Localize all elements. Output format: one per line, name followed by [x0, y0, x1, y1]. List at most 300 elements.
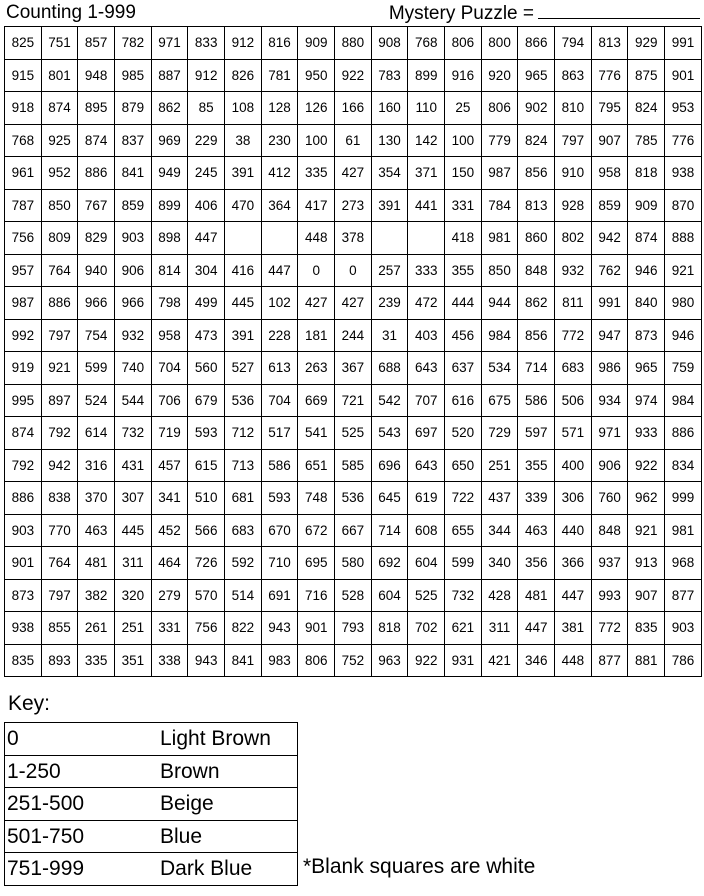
grid-cell[interactable]: 335	[298, 157, 335, 190]
grid-cell[interactable]: 307	[115, 482, 152, 515]
grid-cell[interactable]: 335	[78, 644, 115, 677]
grid-cell[interactable]: 619	[408, 482, 445, 515]
grid-cell[interactable]: 764	[41, 547, 78, 580]
grid-cell[interactable]: 908	[371, 27, 408, 60]
grid-cell[interactable]: 239	[371, 287, 408, 320]
grid-cell[interactable]: 824	[628, 92, 665, 125]
grid-cell[interactable]: 338	[151, 644, 188, 677]
grid-cell[interactable]: 524	[78, 384, 115, 417]
grid-cell[interactable]: 463	[518, 514, 555, 547]
grid-cell[interactable]: 859	[591, 189, 628, 222]
grid-cell[interactable]: 181	[298, 319, 335, 352]
grid-cell[interactable]: 470	[225, 189, 262, 222]
grid-cell[interactable]: 704	[261, 384, 298, 417]
grid-cell[interactable]: 560	[188, 352, 225, 385]
grid-cell[interactable]: 306	[555, 482, 592, 515]
grid-cell[interactable]: 825	[5, 27, 42, 60]
grid-cell[interactable]: 681	[225, 482, 262, 515]
grid-cell[interactable]: 354	[371, 157, 408, 190]
grid-cell[interactable]: 331	[151, 612, 188, 645]
grid-cell[interactable]: 906	[591, 449, 628, 482]
grid-cell[interactable]: 915	[5, 59, 42, 92]
grid-cell[interactable]: 752	[335, 644, 372, 677]
grid-cell[interactable]: 929	[628, 27, 665, 60]
grid-cell[interactable]: 457	[151, 449, 188, 482]
grid-cell[interactable]: 447	[188, 222, 225, 255]
grid-cell[interactable]: 536	[335, 482, 372, 515]
grid-cell[interactable]: 768	[5, 124, 42, 157]
grid-cell[interactable]: 110	[408, 92, 445, 125]
grid-cell[interactable]: 229	[188, 124, 225, 157]
grid-cell[interactable]: 528	[335, 579, 372, 612]
grid-cell[interactable]: 506	[555, 384, 592, 417]
grid-cell[interactable]: 794	[555, 27, 592, 60]
grid-cell[interactable]: 760	[591, 482, 628, 515]
grid-cell[interactable]: 751	[41, 27, 78, 60]
grid-cell[interactable]: 514	[225, 579, 262, 612]
grid-cell[interactable]: 355	[518, 449, 555, 482]
grid-cell[interactable]: 571	[555, 417, 592, 450]
grid-cell[interactable]: 732	[445, 579, 482, 612]
grid-cell[interactable]: 440	[555, 514, 592, 547]
grid-cell[interactable]: 855	[41, 612, 78, 645]
grid-cell[interactable]: 874	[41, 92, 78, 125]
grid-cell[interactable]: 534	[481, 352, 518, 385]
grid-cell[interactable]: 431	[115, 449, 152, 482]
grid-cell[interactable]: 61	[335, 124, 372, 157]
grid-cell[interactable]: 257	[371, 254, 408, 287]
grid-cell[interactable]: 862	[518, 287, 555, 320]
grid-cell[interactable]: 344	[481, 514, 518, 547]
grid-cell[interactable]: 922	[408, 644, 445, 677]
grid-cell[interactable]: 947	[591, 319, 628, 352]
grid-cell[interactable]: 756	[5, 222, 42, 255]
grid-cell[interactable]: 570	[188, 579, 225, 612]
grid-cell[interactable]: 651	[298, 449, 335, 482]
grid-cell[interactable]: 762	[591, 254, 628, 287]
grid-cell[interactable]: 448	[298, 222, 335, 255]
grid-cell[interactable]: 541	[298, 417, 335, 450]
grid-cell[interactable]: 759	[665, 352, 702, 385]
grid-cell[interactable]: 732	[115, 417, 152, 450]
grid-cell[interactable]	[371, 222, 408, 255]
grid-cell[interactable]: 716	[298, 579, 335, 612]
grid-cell[interactable]: 391	[371, 189, 408, 222]
grid-cell[interactable]: 585	[335, 449, 372, 482]
grid-cell[interactable]: 621	[445, 612, 482, 645]
grid-cell[interactable]: 706	[151, 384, 188, 417]
grid-cell[interactable]: 968	[665, 547, 702, 580]
grid-cell[interactable]: 907	[591, 124, 628, 157]
grid-cell[interactable]: 785	[628, 124, 665, 157]
grid-cell[interactable]: 909	[628, 189, 665, 222]
grid-cell[interactable]: 810	[555, 92, 592, 125]
grid-cell[interactable]: 304	[188, 254, 225, 287]
grid-cell[interactable]: 903	[115, 222, 152, 255]
grid-cell[interactable]: 952	[41, 157, 78, 190]
grid-cell[interactable]: 592	[225, 547, 262, 580]
grid-cell[interactable]: 863	[555, 59, 592, 92]
grid-cell[interactable]: 464	[151, 547, 188, 580]
grid-cell[interactable]: 787	[5, 189, 42, 222]
grid-cell[interactable]: 841	[115, 157, 152, 190]
grid-cell[interactable]: 754	[78, 319, 115, 352]
grid-cell[interactable]: 919	[5, 352, 42, 385]
grid-cell[interactable]: 340	[481, 547, 518, 580]
grid-cell[interactable]: 971	[591, 417, 628, 450]
grid-cell[interactable]: 916	[445, 59, 482, 92]
grid-cell[interactable]: 251	[481, 449, 518, 482]
grid-cell[interactable]: 859	[115, 189, 152, 222]
grid-cell[interactable]: 346	[518, 644, 555, 677]
grid-cell[interactable]: 614	[78, 417, 115, 450]
grid-cell[interactable]: 966	[115, 287, 152, 320]
grid-cell[interactable]: 986	[591, 352, 628, 385]
grid-cell[interactable]: 542	[371, 384, 408, 417]
grid-cell[interactable]: 862	[151, 92, 188, 125]
grid-cell[interactable]: 406	[188, 189, 225, 222]
grid-cell[interactable]: 613	[261, 352, 298, 385]
grid-cell[interactable]: 691	[261, 579, 298, 612]
grid-cell[interactable]: 615	[188, 449, 225, 482]
grid-cell[interactable]: 593	[261, 482, 298, 515]
grid-cell[interactable]: 992	[5, 319, 42, 352]
grid-cell[interactable]: 899	[151, 189, 188, 222]
grid-cell[interactable]: 985	[115, 59, 152, 92]
grid-cell[interactable]: 166	[335, 92, 372, 125]
grid-cell[interactable]: 655	[445, 514, 482, 547]
grid-cell[interactable]: 786	[665, 644, 702, 677]
grid-cell[interactable]: 696	[371, 449, 408, 482]
grid-cell[interactable]: 874	[5, 417, 42, 450]
grid-cell[interactable]: 748	[298, 482, 335, 515]
grid-cell[interactable]: 841	[225, 644, 262, 677]
grid-cell[interactable]: 835	[628, 612, 665, 645]
grid-cell[interactable]: 339	[518, 482, 555, 515]
grid-cell[interactable]: 85	[188, 92, 225, 125]
grid-cell[interactable]: 637	[445, 352, 482, 385]
grid-cell[interactable]: 768	[408, 27, 445, 60]
grid-cell[interactable]: 710	[261, 547, 298, 580]
grid-cell[interactable]: 481	[518, 579, 555, 612]
grid-cell[interactable]: 837	[115, 124, 152, 157]
grid-cell[interactable]: 650	[445, 449, 482, 482]
grid-cell[interactable]: 901	[5, 547, 42, 580]
grid-cell[interactable]: 428	[481, 579, 518, 612]
grid-cell[interactable]: 921	[665, 254, 702, 287]
grid-cell[interactable]	[261, 222, 298, 255]
grid-cell[interactable]: 776	[591, 59, 628, 92]
grid-cell[interactable]: 713	[225, 449, 262, 482]
grid-cell[interactable]: 957	[5, 254, 42, 287]
grid-cell[interactable]: 473	[188, 319, 225, 352]
grid-cell[interactable]: 378	[335, 222, 372, 255]
grid-cell[interactable]: 931	[445, 644, 482, 677]
grid-cell[interactable]: 351	[115, 644, 152, 677]
grid-cell[interactable]: 382	[78, 579, 115, 612]
grid-cell[interactable]: 838	[41, 482, 78, 515]
grid-cell[interactable]: 925	[41, 124, 78, 157]
grid-cell[interactable]: 995	[5, 384, 42, 417]
grid-cell[interactable]: 909	[298, 27, 335, 60]
grid-cell[interactable]: 835	[5, 644, 42, 677]
grid-cell[interactable]: 130	[371, 124, 408, 157]
answer-blank-line[interactable]	[538, 2, 700, 19]
grid-cell[interactable]: 707	[408, 384, 445, 417]
grid-cell[interactable]: 795	[591, 92, 628, 125]
grid-cell[interactable]: 887	[151, 59, 188, 92]
grid-cell[interactable]: 580	[335, 547, 372, 580]
grid-cell[interactable]: 279	[151, 579, 188, 612]
grid-cell[interactable]: 692	[371, 547, 408, 580]
grid-cell[interactable]: 946	[628, 254, 665, 287]
grid-cell[interactable]: 980	[665, 287, 702, 320]
grid-cell[interactable]: 0	[335, 254, 372, 287]
grid-cell[interactable]: 873	[5, 579, 42, 612]
grid-cell[interactable]: 412	[261, 157, 298, 190]
grid-cell[interactable]: 672	[298, 514, 335, 547]
grid-cell[interactable]: 427	[298, 287, 335, 320]
grid-cell[interactable]: 643	[408, 352, 445, 385]
grid-cell[interactable]: 261	[78, 612, 115, 645]
grid-cell[interactable]: 645	[371, 482, 408, 515]
grid-cell[interactable]: 776	[665, 124, 702, 157]
grid-cell[interactable]: 903	[5, 514, 42, 547]
grid-cell[interactable]: 813	[591, 27, 628, 60]
grid-cell[interactable]: 597	[518, 417, 555, 450]
grid-cell[interactable]: 870	[665, 189, 702, 222]
grid-cell[interactable]: 320	[115, 579, 152, 612]
grid-cell[interactable]: 31	[371, 319, 408, 352]
grid-cell[interactable]: 897	[41, 384, 78, 417]
grid-cell[interactable]: 100	[298, 124, 335, 157]
grid-cell[interactable]: 421	[481, 644, 518, 677]
grid-cell[interactable]: 934	[591, 384, 628, 417]
grid-cell[interactable]	[225, 222, 262, 255]
grid-cell[interactable]: 779	[481, 124, 518, 157]
grid-cell[interactable]: 898	[151, 222, 188, 255]
grid-cell[interactable]: 792	[5, 449, 42, 482]
grid-cell[interactable]: 881	[628, 644, 665, 677]
grid-cell[interactable]: 922	[628, 449, 665, 482]
grid-cell[interactable]: 818	[371, 612, 408, 645]
grid-cell[interactable]: 643	[408, 449, 445, 482]
grid-cell[interactable]: 160	[371, 92, 408, 125]
grid-cell[interactable]: 675	[481, 384, 518, 417]
grid-cell[interactable]: 913	[628, 547, 665, 580]
grid-cell[interactable]: 792	[41, 417, 78, 450]
grid-cell[interactable]: 722	[445, 482, 482, 515]
grid-cell[interactable]: 981	[665, 514, 702, 547]
grid-cell[interactable]: 961	[5, 157, 42, 190]
grid-cell[interactable]: 848	[518, 254, 555, 287]
grid-cell[interactable]: 902	[518, 92, 555, 125]
grid-cell[interactable]: 958	[151, 319, 188, 352]
grid-cell[interactable]: 816	[261, 27, 298, 60]
grid-cell[interactable]: 813	[518, 189, 555, 222]
grid-cell[interactable]: 920	[481, 59, 518, 92]
grid-cell[interactable]: 311	[481, 612, 518, 645]
grid-cell[interactable]: 971	[151, 27, 188, 60]
grid-cell[interactable]: 679	[188, 384, 225, 417]
grid-cell[interactable]: 608	[408, 514, 445, 547]
grid-cell[interactable]: 604	[408, 547, 445, 580]
grid-cell[interactable]: 833	[188, 27, 225, 60]
grid-cell[interactable]: 991	[665, 27, 702, 60]
grid-cell[interactable]: 772	[555, 319, 592, 352]
grid-cell[interactable]: 604	[371, 579, 408, 612]
grid-cell[interactable]: 932	[115, 319, 152, 352]
grid-cell[interactable]: 965	[628, 352, 665, 385]
grid-cell[interactable]: 963	[371, 644, 408, 677]
grid-cell[interactable]: 316	[78, 449, 115, 482]
grid-cell[interactable]: 937	[591, 547, 628, 580]
grid-cell[interactable]: 942	[41, 449, 78, 482]
grid-cell[interactable]: 593	[188, 417, 225, 450]
grid-cell[interactable]: 100	[445, 124, 482, 157]
grid-cell[interactable]: 806	[298, 644, 335, 677]
grid-cell[interactable]: 993	[591, 579, 628, 612]
grid-cell[interactable]: 860	[518, 222, 555, 255]
grid-cell[interactable]: 907	[628, 579, 665, 612]
grid-cell[interactable]: 886	[41, 287, 78, 320]
grid-cell[interactable]: 740	[115, 352, 152, 385]
grid-cell[interactable]: 962	[628, 482, 665, 515]
grid-cell[interactable]: 981	[481, 222, 518, 255]
grid-cell[interactable]: 824	[518, 124, 555, 157]
grid-cell[interactable]: 263	[298, 352, 335, 385]
grid-cell[interactable]: 888	[665, 222, 702, 255]
grid-cell[interactable]: 857	[78, 27, 115, 60]
grid-cell[interactable]: 984	[665, 384, 702, 417]
grid-cell[interactable]: 818	[628, 157, 665, 190]
grid-cell[interactable]: 903	[665, 612, 702, 645]
grid-cell[interactable]: 949	[151, 157, 188, 190]
grid-cell[interactable]: 695	[298, 547, 335, 580]
grid-cell[interactable]: 102	[261, 287, 298, 320]
grid-cell[interactable]: 880	[335, 27, 372, 60]
grid-cell[interactable]: 822	[225, 612, 262, 645]
grid-cell[interactable]: 447	[555, 579, 592, 612]
grid-cell[interactable]: 856	[518, 319, 555, 352]
grid-cell[interactable]: 108	[225, 92, 262, 125]
grid-cell[interactable]: 874	[78, 124, 115, 157]
grid-cell[interactable]: 688	[371, 352, 408, 385]
grid-cell[interactable]: 983	[261, 644, 298, 677]
grid-cell[interactable]: 670	[261, 514, 298, 547]
grid-cell[interactable]: 756	[188, 612, 225, 645]
grid-cell[interactable]: 764	[41, 254, 78, 287]
grid-cell[interactable]: 921	[628, 514, 665, 547]
grid-cell[interactable]: 341	[151, 482, 188, 515]
grid-cell[interactable]: 958	[591, 157, 628, 190]
grid-cell[interactable]: 697	[408, 417, 445, 450]
grid-cell[interactable]: 875	[628, 59, 665, 92]
grid-cell[interactable]: 427	[335, 287, 372, 320]
grid-cell[interactable]: 873	[628, 319, 665, 352]
grid-cell[interactable]: 391	[225, 319, 262, 352]
grid-cell[interactable]: 355	[445, 254, 482, 287]
grid-cell[interactable]: 834	[665, 449, 702, 482]
grid-cell[interactable]: 886	[665, 417, 702, 450]
grid-cell[interactable]: 525	[335, 417, 372, 450]
grid-cell[interactable]: 877	[665, 579, 702, 612]
grid-cell[interactable]: 445	[225, 287, 262, 320]
grid-cell[interactable]: 128	[261, 92, 298, 125]
grid-cell[interactable]: 906	[115, 254, 152, 287]
grid-cell[interactable]: 767	[78, 189, 115, 222]
grid-cell[interactable]: 251	[115, 612, 152, 645]
grid-cell[interactable]: 445	[115, 514, 152, 547]
grid-cell[interactable]: 848	[591, 514, 628, 547]
grid-cell[interactable]: 901	[298, 612, 335, 645]
grid-cell[interactable]: 441	[408, 189, 445, 222]
grid-cell[interactable]: 418	[445, 222, 482, 255]
grid-cell[interactable]: 416	[225, 254, 262, 287]
grid-cell[interactable]: 974	[628, 384, 665, 417]
grid-cell[interactable]: 950	[298, 59, 335, 92]
grid-cell[interactable]: 886	[78, 157, 115, 190]
grid-cell[interactable]: 797	[41, 319, 78, 352]
grid-cell[interactable]: 719	[151, 417, 188, 450]
grid-cell[interactable]: 984	[481, 319, 518, 352]
grid-cell[interactable]: 965	[518, 59, 555, 92]
grid-cell[interactable]: 814	[151, 254, 188, 287]
grid-cell[interactable]: 364	[261, 189, 298, 222]
grid-cell[interactable]: 150	[445, 157, 482, 190]
grid-cell[interactable]: 922	[335, 59, 372, 92]
grid-cell[interactable]: 856	[518, 157, 555, 190]
grid-cell[interactable]: 669	[298, 384, 335, 417]
grid-cell[interactable]: 333	[408, 254, 445, 287]
grid-cell[interactable]: 772	[591, 612, 628, 645]
grid-cell[interactable]: 448	[555, 644, 592, 677]
grid-cell[interactable]: 510	[188, 482, 225, 515]
grid-cell[interactable]: 850	[481, 254, 518, 287]
grid-cell[interactable]: 987	[481, 157, 518, 190]
grid-cell[interactable]: 798	[151, 287, 188, 320]
grid-cell[interactable]: 782	[115, 27, 152, 60]
grid-cell[interactable]: 901	[665, 59, 702, 92]
grid-cell[interactable]: 999	[665, 482, 702, 515]
grid-cell[interactable]: 0	[298, 254, 335, 287]
grid-cell[interactable]: 381	[555, 612, 592, 645]
grid-cell[interactable]: 683	[555, 352, 592, 385]
grid-cell[interactable]: 946	[665, 319, 702, 352]
grid-cell[interactable]: 783	[371, 59, 408, 92]
grid-cell[interactable]: 366	[555, 547, 592, 580]
grid-cell[interactable]: 273	[335, 189, 372, 222]
grid-cell[interactable]: 536	[225, 384, 262, 417]
grid-cell[interactable]	[408, 222, 445, 255]
grid-cell[interactable]: 918	[5, 92, 42, 125]
grid-cell[interactable]: 25	[445, 92, 482, 125]
grid-cell[interactable]: 781	[261, 59, 298, 92]
grid-cell[interactable]: 991	[591, 287, 628, 320]
grid-cell[interactable]: 811	[555, 287, 592, 320]
grid-cell[interactable]: 793	[335, 612, 372, 645]
grid-cell[interactable]: 702	[408, 612, 445, 645]
grid-cell[interactable]: 953	[665, 92, 702, 125]
grid-cell[interactable]: 784	[481, 189, 518, 222]
grid-cell[interactable]: 886	[5, 482, 42, 515]
grid-cell[interactable]: 517	[261, 417, 298, 450]
grid-cell[interactable]: 367	[335, 352, 372, 385]
grid-cell[interactable]: 802	[555, 222, 592, 255]
grid-cell[interactable]: 370	[78, 482, 115, 515]
grid-cell[interactable]: 729	[481, 417, 518, 450]
grid-cell[interactable]: 721	[335, 384, 372, 417]
